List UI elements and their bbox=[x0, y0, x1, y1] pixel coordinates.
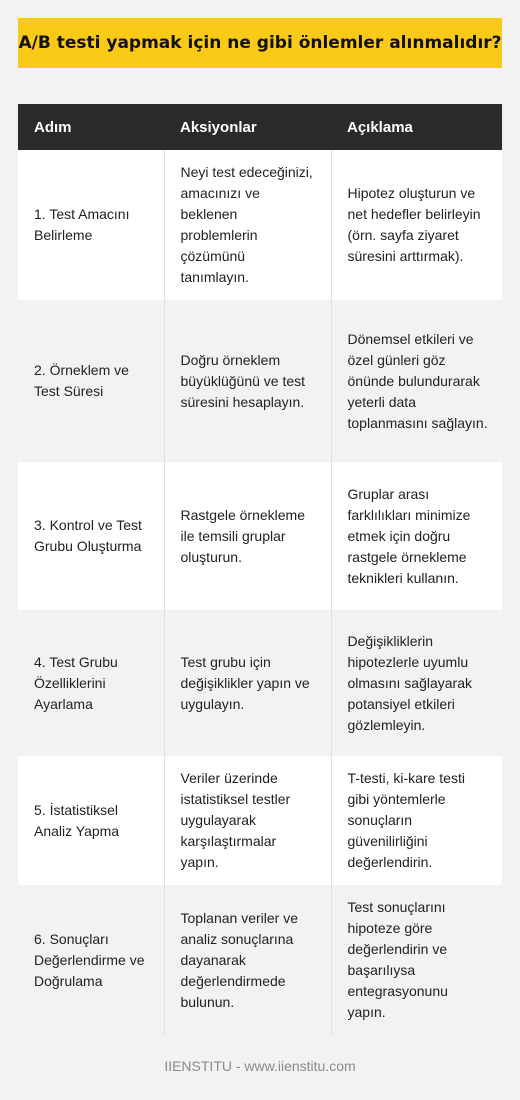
table-row bbox=[18, 300, 502, 462]
description-cell: Gruplar arası farklılıkları minimize etmek için doğru rastgele örnekleme teknikleri kullanın. bbox=[331, 462, 502, 610]
step-cell: 1. Test Amacını Belirleme bbox=[18, 150, 164, 300]
action-cell: Test grubu için değişiklikler yapın ve uygulayın. bbox=[164, 610, 331, 756]
table-header-row bbox=[18, 104, 502, 150]
table-row bbox=[18, 756, 502, 885]
action-cell: Neyi test edeceğinizi, amacınızı ve beklenen problemlerin çözümünü tanımlayın. bbox=[164, 150, 331, 300]
header-description: Açıklama bbox=[331, 104, 502, 150]
description-cell: Test sonuçlarını hipoteze göre değerlendirin ve başarılıysa entegrasyonunu yapın. bbox=[331, 885, 502, 1035]
description-cell: Dönemsel etkileri ve özel günleri göz önünde bulundurarak yeterli data toplanmasını sağlayın. bbox=[331, 300, 502, 462]
action-cell: Rastgele örnekleme ile temsili gruplar oluşturun. bbox=[164, 462, 331, 610]
description-cell: T-testi, ki-kare testi gibi yöntemlerle sonuçların güvenilirliğini değerlendirin. bbox=[331, 756, 502, 885]
description-cell: Hipotez oluşturun ve net hedefler belirleyin (örn. sayfa ziyaret süresini arttırmak). bbox=[331, 150, 502, 300]
table-row bbox=[18, 610, 502, 756]
action-cell: Doğru örneklem büyüklüğünü ve test süresini hesaplayın. bbox=[164, 300, 331, 462]
step-cell: 6. Sonuçları Değerlendirme ve Doğrulama bbox=[18, 885, 164, 1035]
step-cell: 3. Kontrol ve Test Grubu Oluşturma bbox=[18, 462, 164, 610]
step-cell: 2. Örneklem ve Test Süresi bbox=[18, 300, 164, 462]
title-banner bbox=[18, 18, 502, 68]
header-step: Adım bbox=[18, 104, 164, 150]
action-cell: Toplanan veriler ve analiz sonuçlarına dayanarak değerlendirmede bulunun. bbox=[164, 885, 331, 1035]
description-cell: Değişikliklerin hipotezlerle uyumlu olmasını sağlayarak potansiyel etkileri gözlemleyin. bbox=[331, 610, 502, 756]
step-cell: 4. Test Grubu Özelliklerini Ayarlama bbox=[18, 610, 164, 756]
action-cell: Veriler üzerinde istatistiksel testler uygulayarak karşılaştırmalar yapın. bbox=[164, 756, 331, 885]
footer-credit: IIENSTITU - www.iienstitu.com bbox=[164, 1058, 356, 1074]
steps-table bbox=[18, 104, 502, 1035]
table-row bbox=[18, 150, 502, 300]
step-cell: 5. İstatistiksel Analiz Yapma bbox=[18, 756, 164, 885]
table-row bbox=[18, 462, 502, 610]
header-action: Aksiyonlar bbox=[164, 104, 331, 150]
table-row bbox=[18, 885, 502, 1035]
page-title: A/B testi yapmak için ne gibi önlemler alınmalıdır? bbox=[18, 33, 502, 53]
